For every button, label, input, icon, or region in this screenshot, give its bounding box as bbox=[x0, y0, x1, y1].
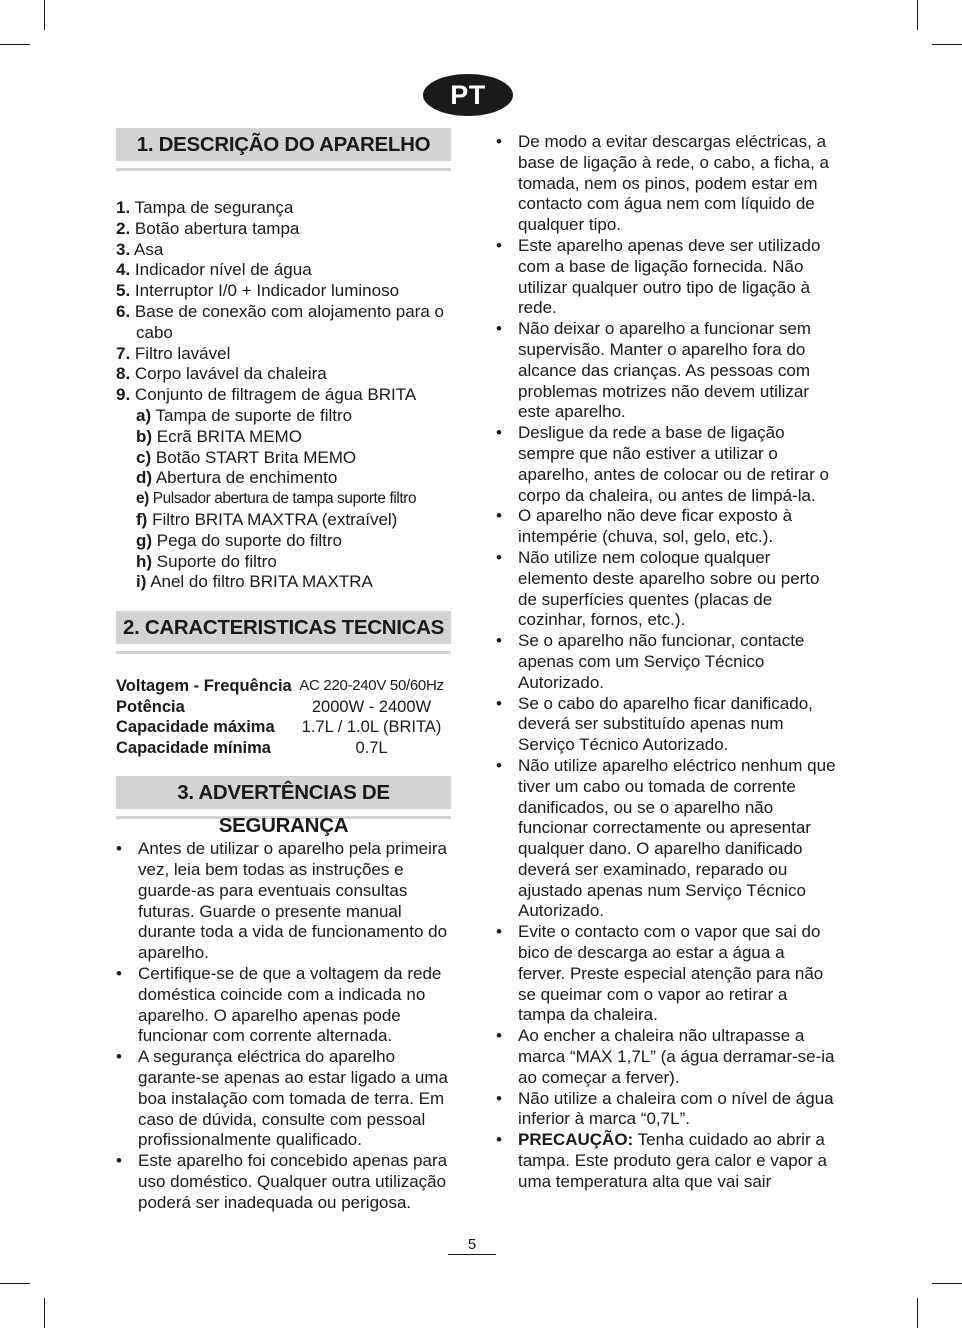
list-item: h) Suporte do filtro bbox=[136, 551, 277, 571]
list-item: • Antes de utilizar o aparelho pela primeira vez, leia bem todas as instruções e guarde-as para eventuais consultas futuras. Guarde o presente manual durante toda a vida de funcionamento do aparelho. bbox=[116, 839, 451, 964]
list-item: a) Tampa de suporte de filtro bbox=[136, 405, 353, 425]
section-1-title: 1. DESCRIÇÃO DO APARELHO bbox=[116, 128, 451, 161]
filter-parts-list bbox=[116, 406, 451, 593]
list-item: • Se o aparelho não funcionar, contacte apenas com um Serviço Técnico Autorizado. bbox=[496, 631, 836, 693]
list-item: d) Abertura de enchimento bbox=[136, 468, 338, 488]
list-item: 4. Indicador nível de água bbox=[116, 260, 312, 280]
list-item: 5. Interruptor I/0 + Indicador luminoso bbox=[116, 281, 400, 301]
list-item: g) Pega do suporte do filtro bbox=[136, 530, 343, 550]
spec-row: Capacidade máxima 1.7L / 1.0L (BRITA) bbox=[116, 718, 442, 737]
list-item: f) Filtro BRITA MAXTRA (extraível) bbox=[136, 509, 398, 529]
list-item: • Não utilize a chaleira com o nível de água inferior à marca “0,7L”. bbox=[496, 1089, 836, 1131]
spec-row: Capacidade mínima 0.7L bbox=[116, 738, 388, 757]
list-item: b) Ecrã BRITA MEMO bbox=[136, 426, 302, 446]
crop-mark bbox=[917, 1298, 918, 1328]
language-badge: PT bbox=[423, 74, 513, 116]
specs-table bbox=[116, 676, 451, 758]
list-item: 7. Filtro lavável bbox=[116, 343, 231, 363]
list-item: e) Pulsador abertura de tampa suporte filtro bbox=[136, 490, 417, 508]
list-item: 3. Asa bbox=[116, 239, 164, 259]
crop-mark bbox=[917, 0, 918, 30]
spec-row: Potência 2000W - 2400W bbox=[116, 697, 432, 716]
list-item: • O aparelho não deve ficar exposto à intempérie (chuva, sol, gelo, etc.). bbox=[496, 506, 836, 548]
list-item: • De modo a evitar descargas eléctricas, a base de ligação à rede, o cabo, a ficha, a tomada, nem os pinos, podem estar em contacto com água nem com líquido de qualquer tipo. bbox=[496, 132, 836, 236]
list-item: 2. Botão abertura tampa bbox=[116, 218, 300, 238]
crop-mark bbox=[44, 1298, 45, 1328]
right-column bbox=[496, 132, 836, 1193]
list-item: • Se o cabo do aparelho ficar danificado, deverá ser substituído apenas num Serviço Técnico Autorizado. bbox=[496, 694, 836, 756]
list-item: • Não deixar o aparelho a funcionar sem supervisão. Manter o aparelho fora do alcance das crianças. As pessoas com problemas motrizes não devem utilizar este aparelho. bbox=[496, 319, 836, 423]
list-item: • Não utilize aparelho eléctrico nenhum que tiver um cabo ou tomada de corrente danificados, ou se o aparelho não funcionar correctamente ou apresentar qualquer dano. O aparelho danificado deverá ser examinado, reparado ou ajustado apenas num Serviço Técnico Autorizado. bbox=[496, 756, 836, 922]
list-item: • PRECAUÇÃO: Tenha cuidado ao abrir a tampa. Este produto gera calor e vapor a uma temperatura alta que vai sair bbox=[496, 1130, 836, 1192]
list-item: 9. Conjunto de filtragem de água BRITA bbox=[116, 385, 417, 405]
parts-list bbox=[116, 198, 451, 406]
list-item: • Ao encher a chaleira não ultrapasse a marca “MAX 1,7L” (a água derramar-se-ia ao começar a ferver). bbox=[496, 1026, 836, 1088]
list-item: • Evite o contacto com o vapor que sai do bico de descarga ao estar a água a ferver. Preste especial atenção para não se queimar com o vapor ao retirar a tampa da chaleira. bbox=[496, 922, 836, 1026]
list-item: i) Anel do filtro BRITA MAXTRA bbox=[136, 572, 373, 592]
spec-row: Voltagem - Frequência AC 220-240V 50/60Hz bbox=[116, 677, 444, 696]
list-item: • Não utilize nem coloque qualquer elemento deste aparelho sobre ou perto de superfícies quentes (placas de cozinhar, fornos, etc.). bbox=[496, 548, 836, 631]
page-number: 5 bbox=[448, 1236, 496, 1255]
section-rule bbox=[116, 168, 451, 171]
list-item: • A segurança eléctrica do aparelho garante-se apenas ao estar ligado a uma boa instalação com tomada de terra. Em caso de dúvida, consulte com pessoal profissionalmente qualificado. bbox=[116, 1047, 451, 1151]
list-item: 6. Base de conexão com alojamento para o cabo bbox=[116, 301, 444, 342]
list-item: 1. Tampa de segurança bbox=[116, 198, 294, 217]
crop-mark bbox=[932, 44, 962, 45]
list-item: • Desligue da rede a base de ligação sempre que não estiver a utilizar o aparelho, antes de colocar ou de retirar o corpo da chaleira, ou antes de limpá-la. bbox=[496, 423, 836, 506]
crop-mark bbox=[0, 1283, 30, 1284]
section-3-title: 3. ADVERTÊNCIAS DE SEGURANÇA bbox=[116, 776, 451, 809]
safety-list-left bbox=[116, 839, 451, 1213]
crop-mark bbox=[0, 44, 30, 45]
section-rule bbox=[116, 651, 451, 654]
section-2-title: 2. CARACTERISTICAS TECNICAS bbox=[116, 611, 451, 644]
crop-mark bbox=[932, 1283, 962, 1284]
list-item: • Este aparelho apenas deve ser utilizado com a base de ligação fornecida. Não utilizar qualquer outro tipo de ligação à rede. bbox=[496, 236, 836, 319]
list-item: c) Botão START Brita MEMO bbox=[136, 447, 357, 467]
crop-mark bbox=[44, 0, 45, 30]
left-column bbox=[116, 128, 451, 1213]
list-item: • Este aparelho foi concebido apenas para uso doméstico. Qualquer outra utilização poderá ser inadequada ou perigosa. bbox=[116, 1151, 451, 1213]
list-item: • Certifique-se de que a voltagem da rede doméstica coincide com a indicada no aparelho. O aparelho apenas pode funcionar com corrente alternada. bbox=[116, 964, 451, 1047]
safety-list-right bbox=[496, 132, 836, 1193]
list-item: 8. Corpo lavável da chaleira bbox=[116, 364, 327, 384]
